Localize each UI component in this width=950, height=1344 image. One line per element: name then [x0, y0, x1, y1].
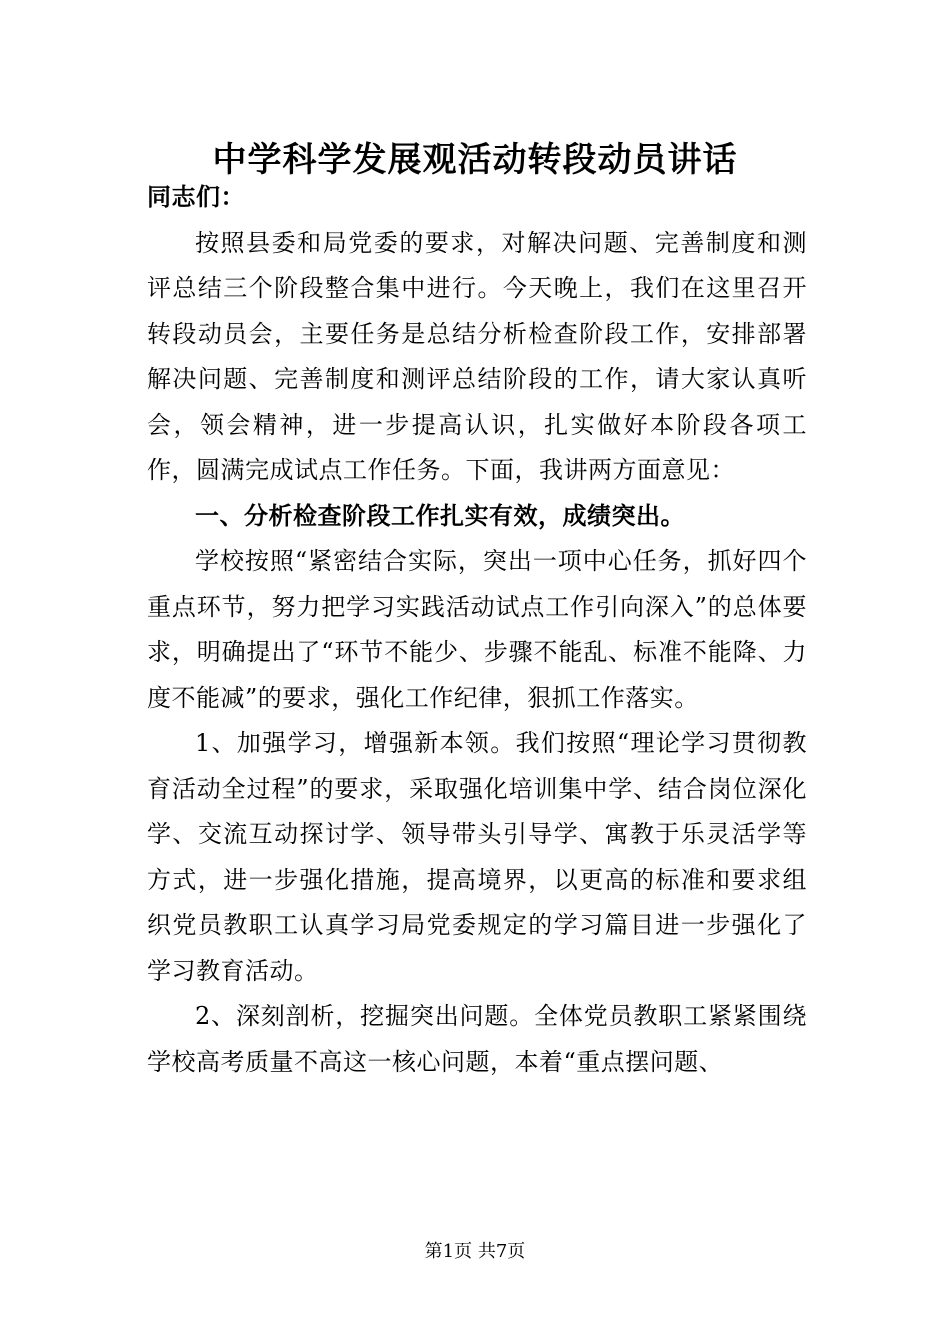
- page-footer: 第1页 共7页: [424, 1241, 526, 1262]
- document-body: [147, 175, 807, 1085]
- document-title: 中学科学发展观活动转段动员讲话: [212, 140, 738, 180]
- salutation: 同志们：: [147, 183, 245, 211]
- paragraph-item-2: 2、深刻剖析，挖掘突出问题。全体党员教职工紧紧围绕学校高考质量不高这一核心问题，本着“重点摆问题、: [147, 1002, 807, 1076]
- paragraph-item-1: 1、加强学习，增强新本领。我们按照“理论学习贯彻教育活动全过程”的要求，采取强化培训集中学、结合岗位深化学、交流互动探讨学、领导带头引导学、寓教于乐灵活学等方式，进一步强化措施，提高境界，以更高的标准和要求组织党员教职工认真学习局党委规定的学习篇目进一步强化了学习教育活动。: [147, 729, 807, 985]
- section-heading-1: 一、分析检查阶段工作扎实有效，成绩突出。: [195, 501, 685, 530]
- paragraph-section-1: 学校按照“紧密结合实际，突出一项中心任务，抓好四个重点环节，努力把学习实践活动试点工作引向深入”的总体要求，明确提出了“环节不能少、步骤不能乱、标准不能降、力度不能减”的要求，强化工作纪律，狠抓工作落实。: [147, 547, 807, 712]
- paragraph-intro: 按照县委和局党委的要求，对解决问题、完善制度和测评总结三个阶段整合集中进行。今天晚上，我们在这里召开转段动员会，主要任务是总结分析检查阶段工作，安排部署解决问题、完善制度和测评总结阶段的工作，请大家认真听会，领会精神，进一步提高认识，扎实做好本阶段各项工作，圆满完成试点工作任务。下面，我讲两方面意见：: [147, 228, 807, 484]
